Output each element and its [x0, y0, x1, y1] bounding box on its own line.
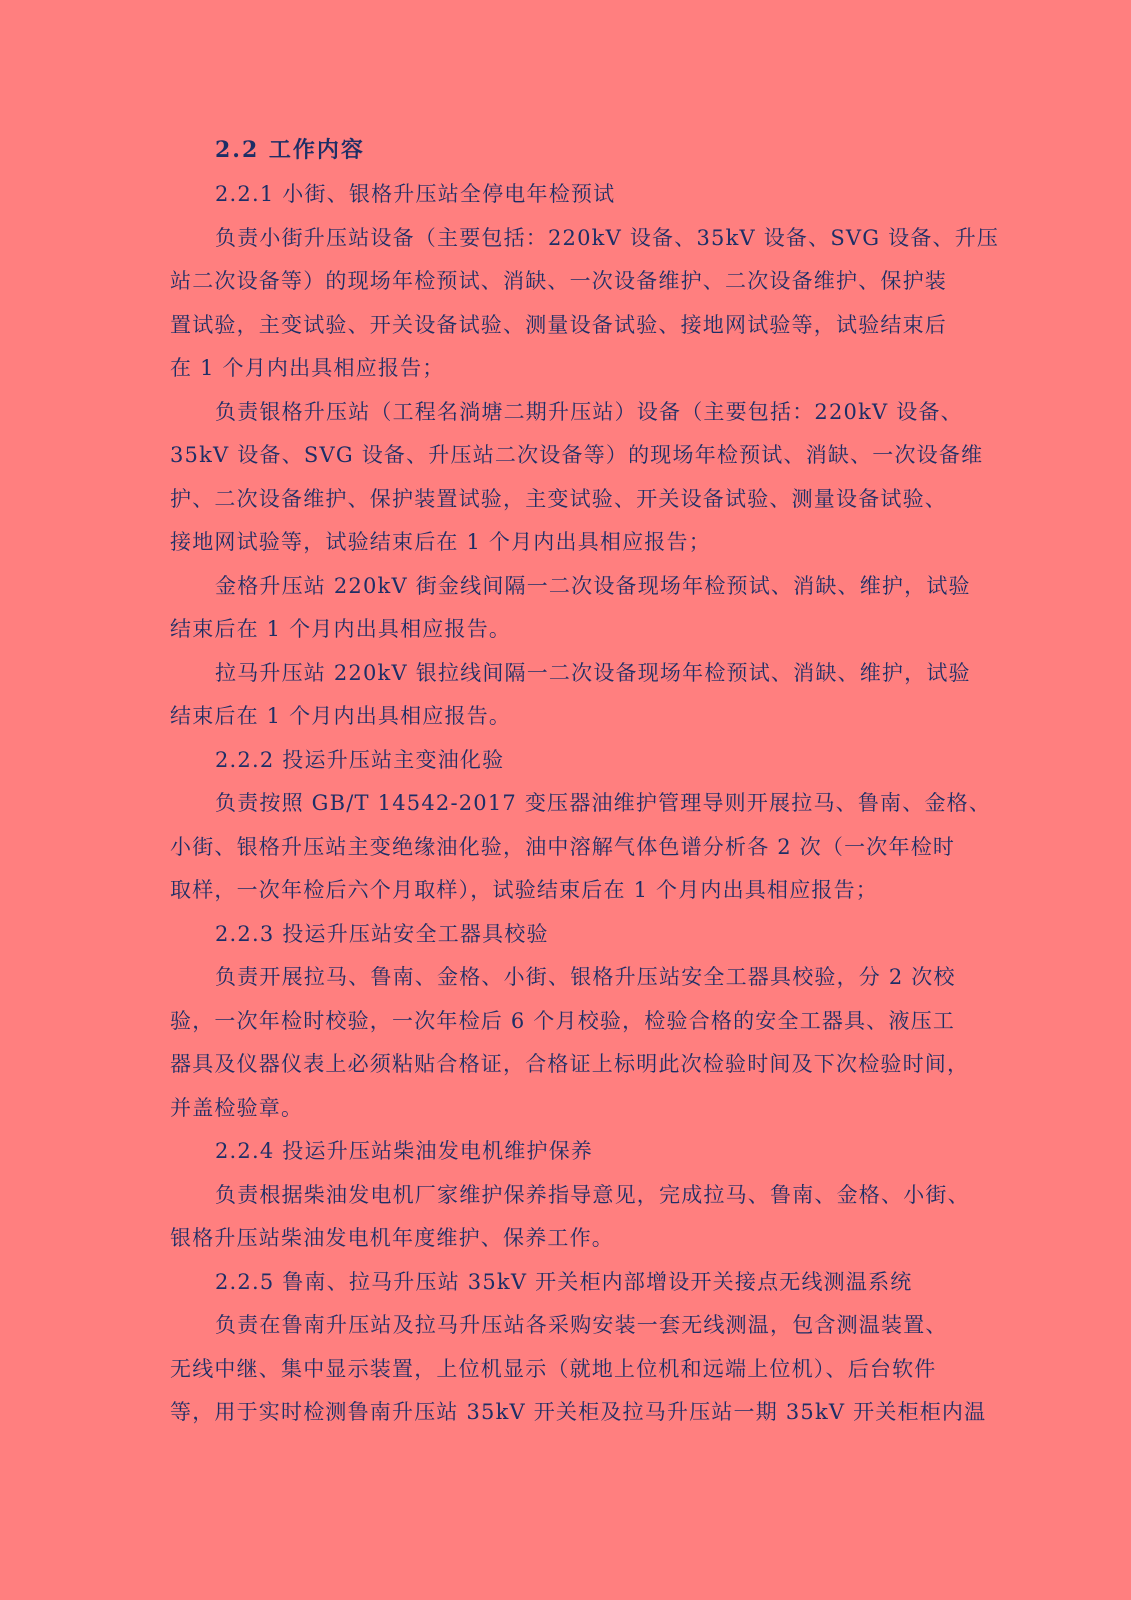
- paragraph-line: 置试验，主变试验、开关设备试验、测量设备试验、接地网试验等，试验结束后: [170, 313, 947, 337]
- paragraph-line: 金格升压站 220kV 街金线间隔一二次设备现场年检预试、消缺、维护，试验: [215, 574, 971, 598]
- subsection-heading-2-2-2: 2.2.2 投运升压站主变油化验: [215, 748, 505, 772]
- paragraph-line: 结束后在 1 个月内出具相应报告。: [170, 704, 512, 728]
- subsection-heading-2-2-5: 2.2.5 鲁南、拉马升压站 35kV 开关柜内部增设开关接点无线测温系统: [215, 1270, 913, 1294]
- paragraph-line: 负责根据柴油发电机厂家维护保养指导意见，完成拉马、鲁南、金格、小街、: [215, 1183, 970, 1207]
- paragraph-line: 负责银格升压站（工程名淌塘二期升压站）设备（主要包括：220kV 设备、: [215, 400, 963, 424]
- paragraph-line: 负责按照 GB/T 14542-2017 变压器油维护管理导则开展拉马、鲁南、金格、: [215, 791, 992, 815]
- paragraph-line: 拉马升压站 220kV 银拉线间隔一二次设备现场年检预试、消缺、维护，试验: [215, 661, 971, 685]
- paragraph-line: 护、二次设备维护、保护装置试验，主变试验、开关设备试验、测量设备试验、: [170, 487, 947, 511]
- paragraph-line: 负责小街升压站设备（主要包括：220kV 设备、35kV 设备、SVG 设备、升压: [215, 226, 1000, 250]
- paragraph-line: 负责开展拉马、鲁南、金格、小街、银格升压站安全工器具校验，分 2 次校: [215, 965, 956, 989]
- section-heading: 2.2 工作内容: [215, 137, 365, 163]
- paragraph-line: 并盖检验章。: [170, 1096, 304, 1120]
- paragraph-line: 负责在鲁南升压站及拉马升压站各采购安装一套无线测温，包含测温装置、: [215, 1313, 948, 1337]
- subsection-heading-2-2-4: 2.2.4 投运升压站柴油发电机维护保养: [215, 1139, 594, 1163]
- paragraph-line: 器具及仪器仪表上必须粘贴合格证，合格证上标明此次检验时间及下次检验时间，: [170, 1052, 970, 1076]
- paragraph-line: 35kV 设备、SVG 设备、升压站二次设备等）的现场年检预试、消缺、一次设备维: [170, 443, 984, 467]
- paragraph-line: 验，一次年检时校验，一次年检后 6 个月校验，检验合格的安全工器具、液压工: [170, 1009, 956, 1033]
- paragraph-line: 接地网试验等，试验结束后在 1 个月内出具相应报告；: [170, 530, 711, 554]
- paragraph-line: 在 1 个月内出具相应报告；: [170, 356, 445, 380]
- paragraph-line: 无线中继、集中显示装置，上位机显示（就地上位机和远端上位机）、后台软件: [170, 1357, 937, 1381]
- paragraph-line: 银格升压站柴油发电机年度维护、保养工作。: [170, 1226, 614, 1250]
- paragraph-line: 取样，一次年检后六个月取样），试验结束后在 1 个月内出具相应报告；: [170, 878, 879, 902]
- paragraph-line: 小街、银格升压站主变绝缘油化验，油中溶解气体色谱分析各 2 次（一次年检时: [170, 835, 956, 859]
- paragraph-line: 等，用于实时检测鲁南升压站 35kV 开关柜及拉马升压站一期 35kV 开关柜柜内温: [170, 1400, 987, 1424]
- paragraph-line: 站二次设备等）的现场年检预试、消缺、一次设备维护、二次设备维护、保护装: [170, 269, 947, 293]
- subsection-heading-2-2-1: 2.2.1 小街、银格升压站全停电年检预试: [215, 182, 616, 206]
- paragraph-line: 结束后在 1 个月内出具相应报告。: [170, 617, 512, 641]
- subsection-heading-2-2-3: 2.2.3 投运升压站安全工器具校验: [215, 922, 549, 946]
